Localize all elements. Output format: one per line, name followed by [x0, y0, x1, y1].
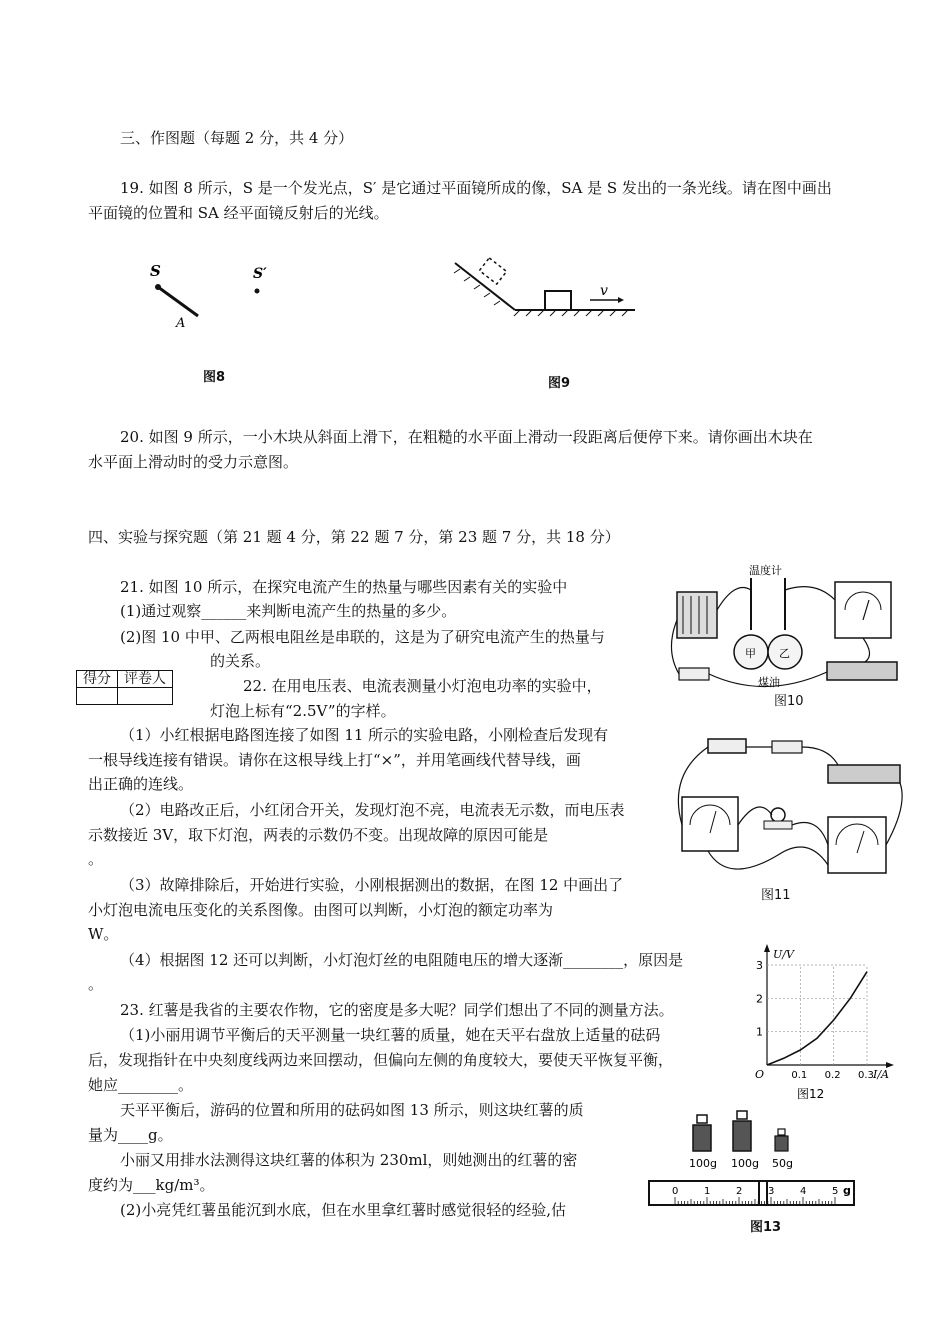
weight-label-2: 100g	[731, 1157, 759, 1170]
x-axis-label: I/A	[873, 1068, 889, 1081]
figure-12-chart	[745, 940, 900, 1100]
score-cell[interactable]	[77, 688, 118, 705]
section3-heading: 三、作图题（每题 2 分，共 4 分）	[120, 129, 354, 147]
y-tick-label: 1	[756, 1025, 763, 1039]
q22-stem-line2: 灯泡上标有“2.5V”的字样。	[210, 702, 396, 720]
oil-label: 煤油	[758, 676, 780, 689]
figure-10-caption: 图10	[774, 694, 804, 709]
figure-11-diagram	[668, 735, 908, 890]
figure-9-caption: 图9	[548, 376, 571, 391]
u-i-curve	[767, 972, 867, 1065]
q22-p4-line1: （4）根据图 12 还可以判断，小灯泡灯丝的电阻随电压的增大逐渐________，原因是	[120, 951, 684, 969]
y-axis-arrow-icon	[764, 944, 770, 952]
q22-p1-line1: （1）小红根据电路图连接了如图 11 所示的实验电路，小刚检查后发现有	[120, 726, 609, 744]
fig8-label-s-prime: S′	[253, 266, 267, 282]
y-tick-label: 3	[756, 959, 763, 972]
q21-part1: (1)通过观察______来判断电流产生的热量的多少。	[120, 602, 457, 620]
figure-8-caption: 图8	[203, 370, 226, 385]
ammeter	[828, 817, 886, 873]
ruler-tick-label: 4	[800, 1186, 807, 1197]
q22-p3-line1: （3）故障排除后，开始进行实验，小刚根据测出的数据，在图 12 中画出了	[120, 876, 624, 894]
q22-p2-line2: 示数接近 3V，取下灯泡，两表的示数仍不变。出现故障的原因可能是	[88, 826, 549, 844]
figure-8-diagram	[110, 245, 290, 335]
ammeter	[835, 582, 891, 638]
ruler-tick-label: 0	[672, 1186, 679, 1197]
rheostat	[828, 765, 900, 783]
incline	[455, 263, 515, 310]
fig8-label-a: A	[176, 316, 186, 331]
score-label: 得分	[77, 671, 118, 688]
weight-label-3: 50g	[772, 1157, 793, 1170]
fig8-label-s: S	[150, 262, 161, 280]
ruler-tick-label: 1	[704, 1186, 711, 1197]
q22-p2-line1: （2）电路改正后，小红闭合开关，发现灯泡不亮，电流表无示数，而电压表	[120, 801, 625, 819]
section4-heading: 四、实验与探究题（第 21 题 4 分，第 22 题 7 分，第 23 题 7 分，共 18 分）	[88, 528, 620, 546]
q22-p3-line3: W。	[88, 925, 119, 943]
q20-line2: 水平面上滑动时的受力示意图。	[88, 453, 299, 471]
grader-label: 评卷人	[118, 671, 173, 688]
q22-p1-line3: 出正确的连线。	[88, 775, 194, 793]
figure-12-caption: 图12	[797, 1087, 825, 1100]
q23-p1-line1: （1)小丽用调节平衡后的天平测量一块红薯的质量，她在天平右盘放上适量的砝码	[120, 1026, 661, 1044]
q21-part2-line2: 的关系。	[210, 652, 271, 670]
q20-line1: 20. 如图 9 所示，一小木块从斜面上滑下，在粗糙的水平面上滑动一段距离后便停下来。请你画出木块在	[120, 428, 813, 446]
q19-line1: 19. 如图 8 所示，S 是一个发光点，S′ 是它通过平面镜所成的像，SA 是 S 发出的一条光线。请在图中画出	[120, 179, 832, 197]
bulb	[771, 808, 785, 822]
q21-stem: 21. 如图 10 所示，在探究电流产生的热量与哪些因素有关的实验中	[120, 578, 568, 596]
x-tick-label: 0.1	[791, 1070, 808, 1081]
weight-100g-a	[693, 1115, 711, 1151]
block-on-incline	[479, 258, 506, 284]
y-axis-label: U/V	[773, 948, 794, 961]
weight-label-1: 100g	[689, 1157, 717, 1170]
point-s-prime	[255, 289, 260, 294]
q22-p3-line2: 小灯泡电流电压变化的关系图像。由图可以判断，小灯泡的额定功率为	[88, 901, 554, 919]
ruler-tick-label: 5	[832, 1186, 839, 1197]
q22-p1-line2: 一根导线连接有错误。请你在这根导线上打“×”，并用笔画线代替导线，画	[88, 751, 581, 769]
q23-p1-line3: 她应________。	[88, 1076, 194, 1094]
yi-label: 乙	[779, 647, 790, 660]
origin-label: O	[755, 1068, 765, 1081]
q23-stem: 23. 红薯是我省的主要农作物，它的密度是多大呢？同学们想出了不同的测量方法。	[120, 1001, 674, 1019]
q19-line2: 平面镜的位置和 SA 经平面镜反射后的光线。	[88, 204, 389, 222]
weight-100g-b	[733, 1111, 751, 1151]
wooden-block	[545, 291, 571, 310]
q22-stem-line1: 22. 在用电压表、电流表测量小灯泡电功率的实验中，	[243, 677, 602, 695]
battery	[708, 739, 746, 753]
switch	[679, 668, 709, 680]
grader-cell[interactable]	[118, 688, 173, 705]
weight-50g	[775, 1129, 788, 1151]
q22-p2-line3: 。	[88, 850, 104, 868]
y-tick-label: 2	[756, 992, 763, 1006]
thermometer-label: 温度计	[749, 564, 782, 577]
q23-p3-line1: 小丽又用排水法测得这块红薯的体积为 230ml，则她测出的红薯的密	[120, 1151, 578, 1169]
q23-p2-line1: 天平平衡后，游码的位置和所用的砝码如图 13 所示，则这块红薯的质	[120, 1101, 584, 1119]
q23-p2-line2: 量为____g。	[88, 1126, 173, 1144]
q23-p1-line2: 后，发现指针在中央刻度线两边来回摆动，但偏向左侧的角度较大，要使天平恢复平衡，	[88, 1051, 674, 1069]
x-tick-label: 0.2	[824, 1070, 841, 1081]
rheostat	[827, 662, 897, 680]
switch	[772, 741, 802, 753]
q22-p4-line2: 。	[88, 975, 104, 993]
score-table	[76, 670, 173, 705]
figure-13-caption: 图13	[750, 1220, 782, 1235]
q23-p4-line1: (2)小亮凭红薯虽能沉到水底，但在水里拿红薯时感觉很轻的经验,估	[120, 1201, 567, 1219]
ruler-unit-label: g	[843, 1184, 851, 1197]
jia-label: 甲	[745, 647, 756, 660]
x-tick-label: 0.3	[858, 1070, 874, 1081]
figure-9-diagram	[450, 255, 640, 325]
figure-11-caption: 图11	[761, 888, 791, 903]
fig9-label-v: v	[600, 283, 608, 299]
ruler-tick-label: 3	[768, 1186, 775, 1197]
q21-part2-line1: (2)图 10 中甲、乙两根电阻丝是串联的，这是为了研究电流产生的热量与	[120, 628, 605, 646]
ray-sa	[158, 287, 198, 316]
arrow-head-icon	[618, 297, 624, 303]
ruler-tick-label: 2	[736, 1186, 743, 1197]
q23-p3-line2: 度约为___kg/m³。	[88, 1176, 215, 1194]
